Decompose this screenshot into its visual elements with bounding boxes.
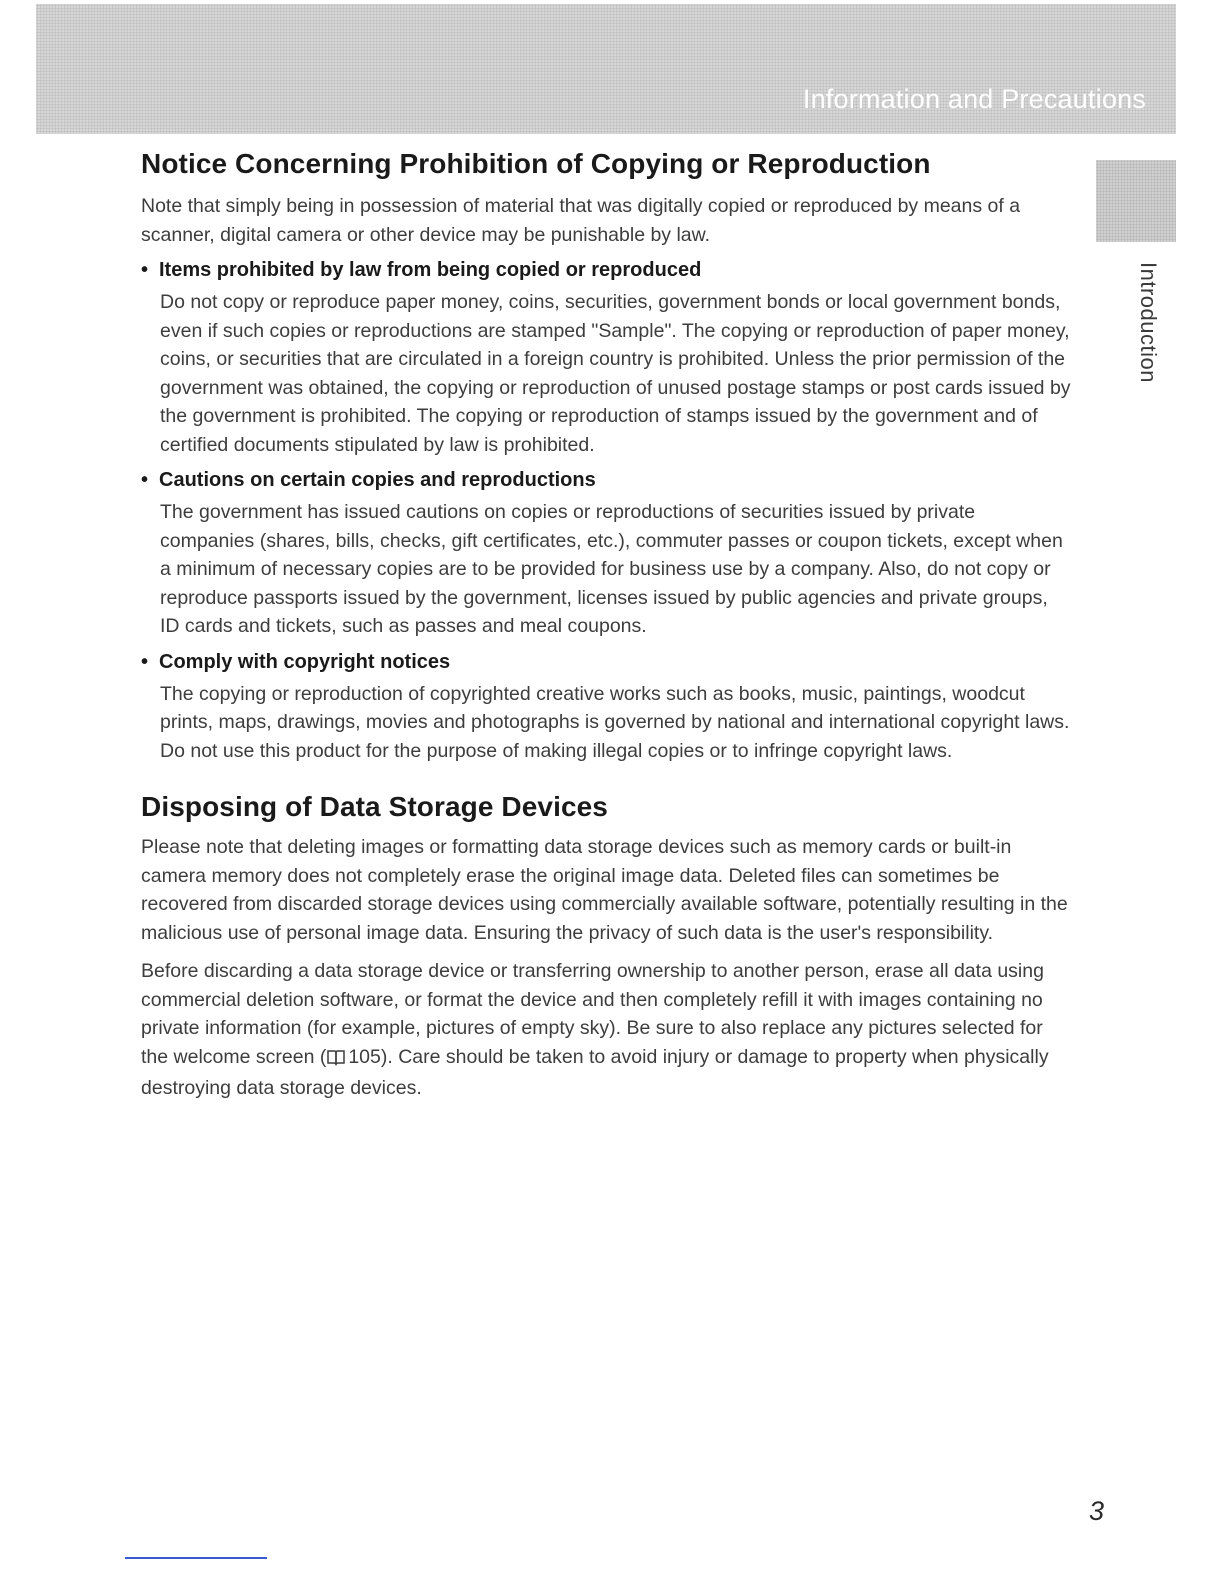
bullet-item-cautions [141,469,1071,492]
dispose-text-after: ). Care should be taken to avoid injury or damage to property when physically destroying data storage devices. [141,1045,1049,1099]
bullet-title: Items prohibited by law from being copied or reproduced [159,259,702,281]
bullet-body: The government has issued cautions on copies or reproductions of securities issued by private companies (shares, bills, checks, gift certificates, etc.), commuter passes or coupon tickets, except when a minimum of necessary copies are to be provided for business use by a company. Also, do not copy or reproduce passports issued by the government, licenses issued by public agencies and private groups, ID cards and tickets, such as passes and meal coupons. [160,501,1063,637]
dispose-ref-page[interactable]: 105 [348,1045,381,1068]
side-tab [1096,160,1176,242]
bottom-divider [125,1557,267,1559]
main-content [141,148,1071,1113]
header-band [36,4,1176,134]
dispose-paragraph-2 [141,957,1071,1103]
bullet-title: Comply with copyright notices [159,650,451,673]
dispose-text-before: Before discarding a data storage device or transferring ownership to another person, erase all data using commercial deletion software, or format the device and then completely refill it with images containing no private information (for example, pictures of empty sky). Be sure to also replace any pictures selected for the welcome screen ( [141,960,1044,1068]
notice-heading: Notice Concerning Prohibition of Copying or Reproduction [141,148,931,179]
bullet-body: Do not copy or reproduce paper money, coins, securities, government bonds or local government bonds, even if such copies or reproductions are stamped "Sample". The copying or reproduction of paper money, coins, or securities that are circulated in a foreign country is prohibited. Unless the prior permission of the government was obtained, the copying or reproduction of unused postage stamps or post cards issued by the government is prohibited. The copying or reproduction of stamps issued by the government and of certified documents stipulated by law is prohibited. [160,291,1071,456]
header-title: Information and Precautions [802,84,1146,114]
bullet-body: The copying or reproduction of copyrighted creative works such as books, music, paintings, woodcut prints, maps, drawings, movies and photographs is governed by national and international copyright laws. Do not use this product for the purpose of making illegal copies or to infringe copyright laws. [160,682,1070,762]
bullet-dot-icon: • [141,650,149,673]
bullet-item-copyright [141,651,1071,674]
side-tab-label: Introduction [1136,262,1161,383]
notice-intro: Note that simply being in possession of material that was digitally copied or reproduced by means of a scanner, digital camera or other device may be punishable by law. [141,195,1021,246]
bullet-dot-icon: • [141,259,149,281]
bullet-title: Cautions on certain copies and reproductions [159,469,596,491]
dispose-paragraph-1: Please note that deleting images or formatting data storage devices such as memory cards or built-in camera memory does not completely erase the original image data. Deleted files can sometimes be recovered from discarded storage devices using commercially available software, potentially resulting in the malicious use of personal image data. Ensuring the privacy of such data is the user's responsibility. [141,836,1068,944]
book-reference-icon[interactable] [326,1046,346,1075]
bullet-dot-icon: • [141,469,149,491]
bullet-item-prohibited [141,259,1071,282]
dispose-heading: Disposing of Data Storage Devices [141,791,608,822]
page-number: 3 [1089,1496,1105,1526]
